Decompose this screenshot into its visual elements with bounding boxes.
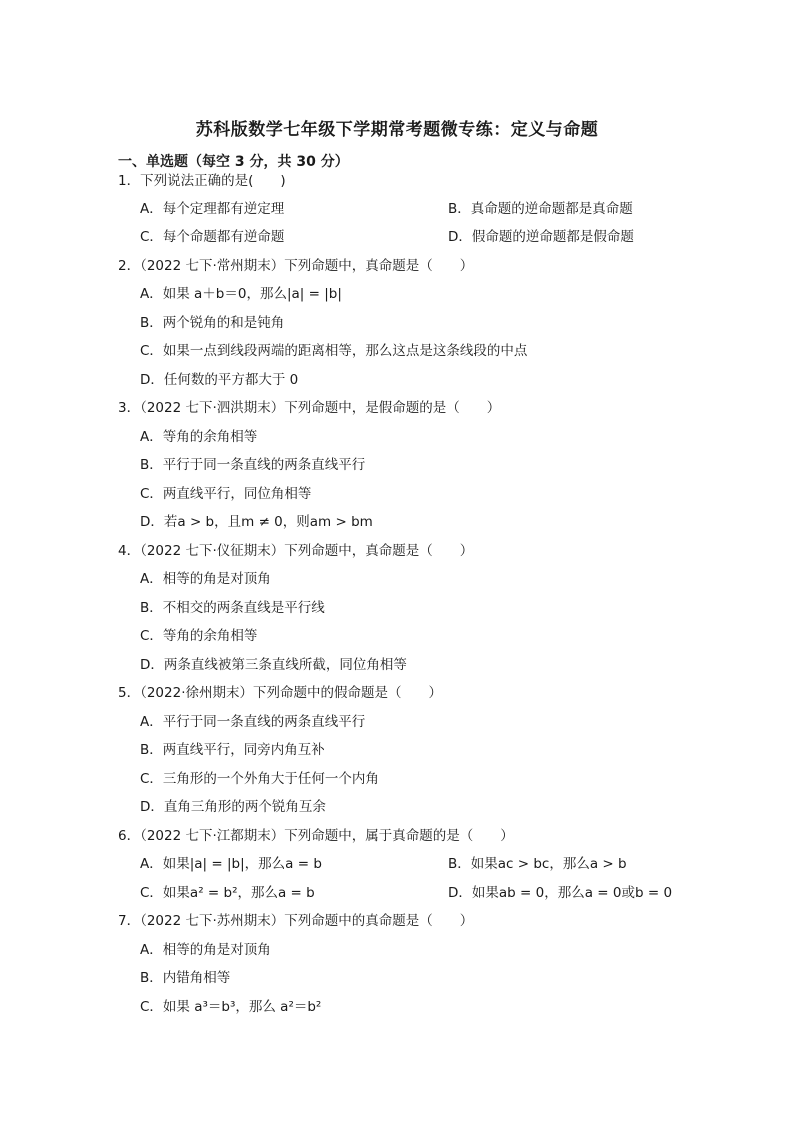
question-6-stem: 6．（2022 七下·江都期末）下列命题中，属于真命题的是（ ）: [118, 828, 514, 844]
question-2-option-a: A．如果 a＋b＝0，那么|a| = |b|: [140, 286, 342, 302]
document-title: 苏科版数学七年级下学期常考题微专练：定义与命题: [195, 120, 599, 140]
question-5-stem: 5．（2022·徐州期末）下列命题中的假命题是（ ）: [118, 685, 442, 701]
question-2-option-b: B．两个锐角的和是钝角: [140, 315, 285, 331]
question-6-option-a: A．如果|a| = |b|，那么a = b: [140, 856, 322, 872]
question-7-stem: 7．（2022 七下·苏州期末）下列命题中的真命题是（ ）: [118, 913, 474, 929]
question-5-option-d: D．直角三角形的两个锐角互余: [140, 799, 326, 815]
question-4-option-a: A．相等的角是对顶角: [140, 571, 271, 587]
question-5-option-b: B．两直线平行，同旁内角互补: [140, 742, 325, 758]
question-2-stem: 2．（2022 七下·常州期末）下列命题中，真命题是（ ）: [118, 258, 474, 274]
question-4-option-d: D．两条直线被第三条直线所截，同位角相等: [140, 657, 407, 673]
question-3-option-c: C．两直线平行，同位角相等: [140, 486, 312, 502]
question-4-stem: 4．（2022 七下·仪征期末）下列命题中，真命题是（ ）: [118, 543, 474, 559]
question-3-option-b: B．平行于同一条直线的两条直线平行: [140, 457, 366, 473]
question-1-option-d: D．假命题的逆命题都是假命题: [448, 229, 634, 245]
question-2-option-c: C．如果一点到线段两端的距离相等，那么这点是这条线段的中点: [140, 343, 528, 359]
question-7-option-b: B．内错角相等: [140, 970, 231, 986]
question-6-option-d: D．如果ab = 0，那么a = 0或b = 0: [448, 885, 673, 901]
section-heading: 一、单选题（每空 3 分，共 30 分）: [118, 154, 349, 170]
question-2-option-d: D．任何数的平方都大于 0: [140, 372, 299, 388]
question-7-option-c: C．如果 a³＝b³，那么 a²＝b²: [140, 999, 322, 1015]
question-1-option-b: B．真命题的逆命题都是真命题: [448, 201, 633, 217]
question-6-option-b: B．如果ac > bc，那么a > b: [448, 856, 627, 872]
question-3-option-d: D．若a > b，且m ≠ 0，则am > bm: [140, 514, 373, 530]
question-5-option-c: C．三角形的一个外角大于任何一个内角: [140, 771, 379, 787]
question-1-stem: 1．下列说法正确的是( ): [118, 173, 286, 189]
question-7-option-a: A．相等的角是对顶角: [140, 942, 271, 958]
question-5-option-a: A．平行于同一条直线的两条直线平行: [140, 714, 366, 730]
question-6-option-c: C．如果a² = b²，那么a = b: [140, 885, 315, 901]
question-1-option-c: C．每个命题都有逆命题: [140, 229, 285, 245]
question-1-option-a: A．每个定理都有逆定理: [140, 201, 285, 217]
question-3-option-a: A．等角的余角相等: [140, 429, 258, 445]
question-3-stem: 3．（2022 七下·泗洪期末）下列命题中，是假命题的是（ ）: [118, 400, 501, 416]
question-4-option-b: B．不相交的两条直线是平行线: [140, 600, 325, 616]
question-4-option-c: C．等角的余角相等: [140, 628, 258, 644]
